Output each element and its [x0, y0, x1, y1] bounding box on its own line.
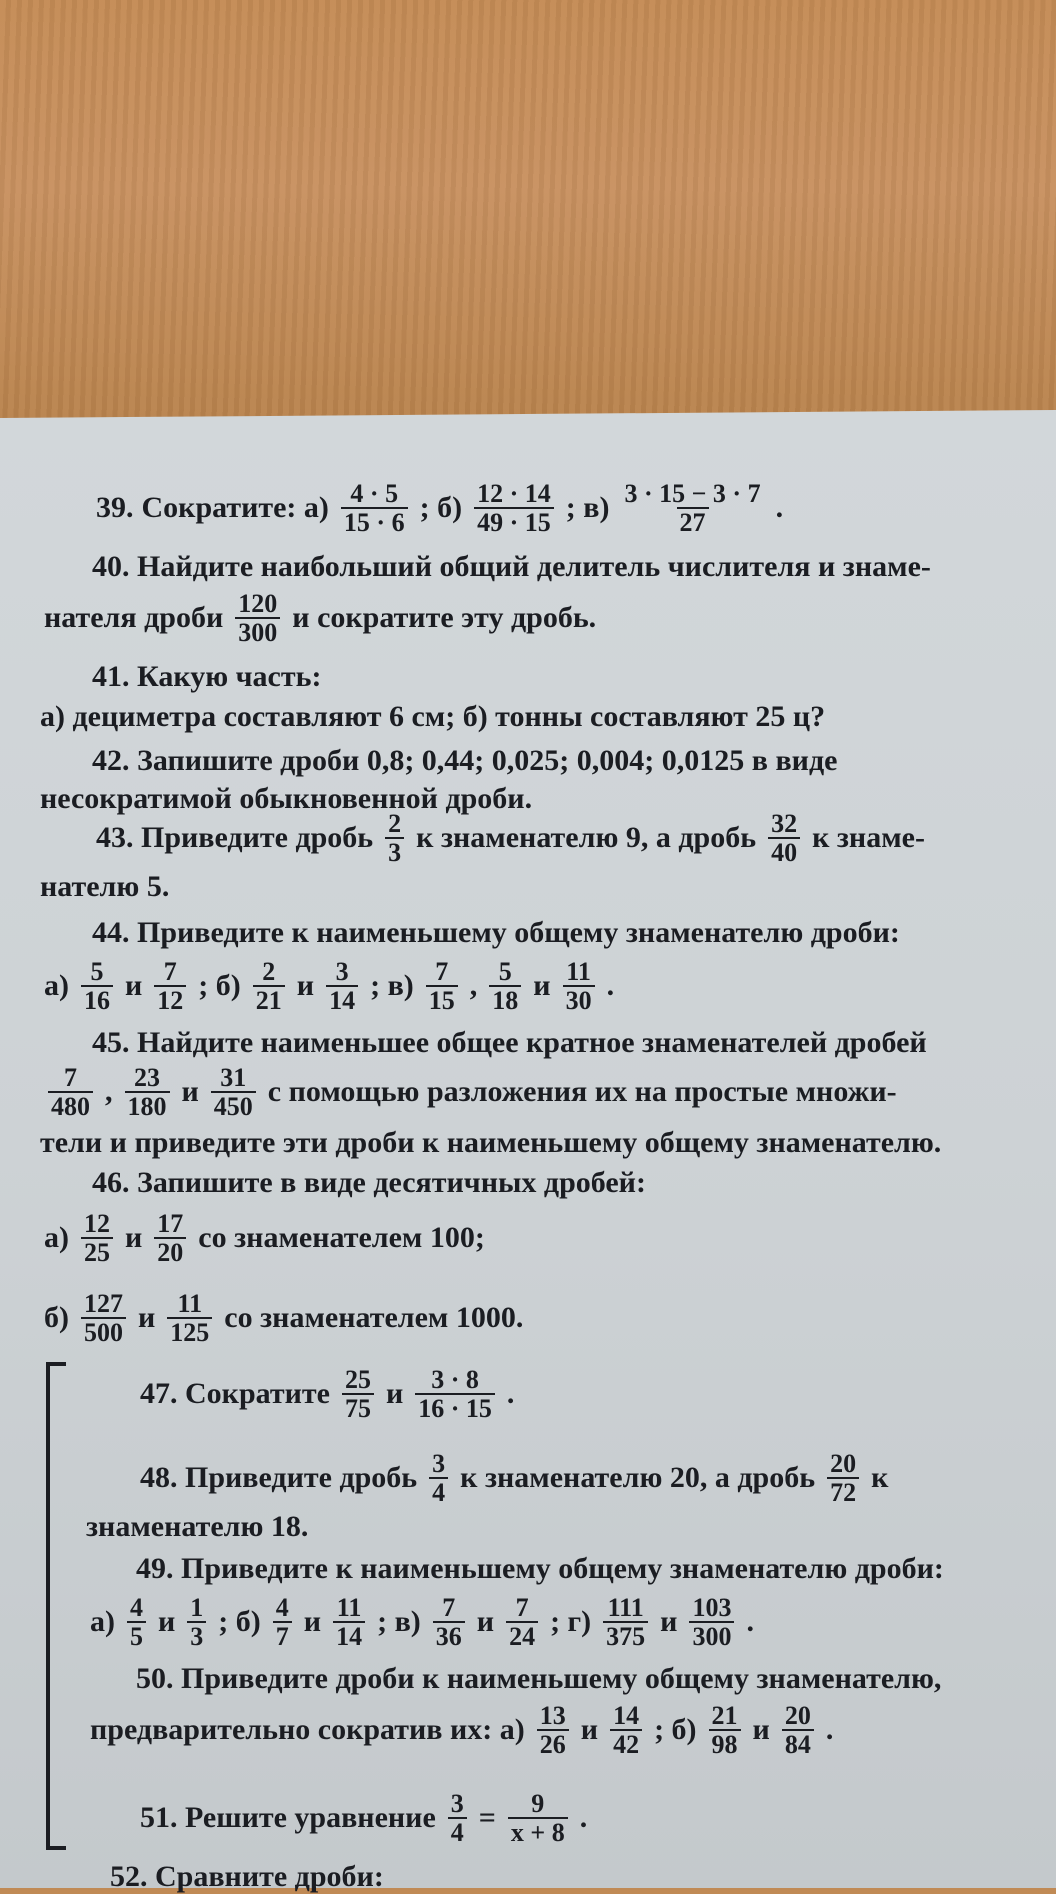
denominator: 20 [154, 1237, 186, 1266]
fraction [426, 958, 458, 1015]
exercise-41-text: 41. Какую часть: [92, 660, 322, 693]
denominator: 24 [506, 1621, 538, 1650]
denominator: 5 [127, 1621, 146, 1650]
label-d: ; г) [550, 1605, 592, 1639]
numerator: 3 [450, 1789, 464, 1818]
period: . [775, 491, 784, 525]
exercise-45-text-2: с помощью разложения их на простые множи- [267, 1075, 897, 1109]
exercise-39-text: 39. [96, 491, 134, 525]
numerator: 21 [711, 1701, 738, 1730]
numerator: 7 [515, 1593, 529, 1622]
fraction [489, 958, 521, 1015]
period: . [825, 1713, 834, 1747]
exercise-40-text: 40. Найдите наибольший общий делитель числителя и знаме- [92, 550, 931, 583]
period: . [746, 1605, 754, 1639]
label-a: а) [44, 1221, 69, 1255]
fraction [433, 1594, 465, 1651]
exercise-42-text: 42. Запишите дроби 0,8; 0,44; 0,025; 0,004; 0,0125 в виде [92, 744, 838, 777]
fraction [689, 1594, 734, 1651]
fraction [385, 810, 404, 867]
exercise-43-line2 [40, 870, 169, 904]
denominator: 25 [81, 1237, 113, 1266]
denominator: 480 [48, 1091, 93, 1120]
conjunction: и [385, 1377, 404, 1411]
conjunction: и [476, 1605, 495, 1639]
exercise-46-text: 46. Запишите в виде десятичных дробей: [92, 1166, 646, 1199]
exercise-43-line1 [92, 810, 929, 867]
separator: ; б) [419, 491, 463, 525]
exercise-43-text: 43. Приведите дробь [96, 821, 374, 855]
exercise-47-text: 47. Сократите [140, 1377, 330, 1411]
period: . [606, 969, 615, 1003]
exercise-39-label: Сократите: а) [141, 491, 329, 525]
exercise-40-line2 [40, 590, 600, 647]
exercise-44-line1 [92, 916, 900, 950]
numerator: 5 [90, 957, 104, 986]
fraction [415, 1366, 495, 1423]
denominator: 18 [489, 985, 521, 1014]
numerator: 20 [784, 1701, 811, 1730]
conjunction: и [580, 1713, 599, 1747]
numerator: 127 [84, 1289, 123, 1318]
fraction [621, 480, 763, 537]
numerator: 7 [442, 1593, 456, 1622]
fraction [342, 1366, 374, 1423]
numerator: 12 [84, 1209, 110, 1238]
numerator: 111 [607, 1593, 644, 1622]
conjunction: и [533, 969, 551, 1003]
label-b: ; б) [654, 1713, 697, 1747]
period: . [579, 1801, 588, 1835]
exercise-48-line1 [136, 1450, 892, 1507]
exercise-43-text-3: к знаме- [812, 821, 925, 855]
denominator: 15 [426, 985, 458, 1014]
fraction [125, 1064, 170, 1121]
denominator: 500 [81, 1317, 126, 1346]
exercise-40-text-3: и сократите эту дробь. [292, 601, 597, 635]
numerator: 3 [432, 1449, 446, 1478]
conjunction: и [752, 1713, 770, 1747]
numerator: 17 [157, 1209, 184, 1238]
numerator: 12 · 14 [477, 479, 551, 508]
wooden-table-background [0, 0, 1056, 420]
fraction [235, 590, 280, 647]
denominator: 14 [333, 1621, 365, 1650]
conjunction: и [660, 1605, 678, 1639]
exercise-50-line1 [136, 1662, 941, 1696]
denominator: 3 [385, 837, 404, 866]
denominator: 36 [433, 1621, 465, 1650]
numerator: 14 [613, 1701, 640, 1730]
separator: ; в) [565, 491, 610, 525]
comma: , [105, 1075, 113, 1109]
denominator: 72 [827, 1477, 859, 1506]
exercise-50-text: 50. Приведите дроби к наименьшему общему знаменателю, [136, 1662, 942, 1695]
numerator: 7 [64, 1063, 77, 1092]
denominator: 375 [603, 1621, 648, 1650]
fraction [48, 1064, 93, 1121]
exercise-45-text-3: тели и приведите эти дроби к наименьшему общему знаменателю. [40, 1126, 942, 1159]
fraction [341, 480, 408, 537]
fraction [333, 1594, 365, 1651]
denominator: 98 [709, 1729, 741, 1758]
fraction [610, 1702, 642, 1759]
numerator: 25 [344, 1365, 371, 1394]
fraction [709, 1702, 741, 1759]
numerator: 4 [275, 1593, 289, 1622]
denominator: 450 [211, 1091, 256, 1120]
numerator: 3 [335, 957, 349, 986]
denominator: 27 [677, 507, 709, 536]
exercise-45-line1 [92, 1026, 927, 1060]
exercise-52-text: 52. Сравните дроби: [110, 1860, 384, 1893]
fraction [187, 1594, 206, 1651]
exercise-43-text-2: к знаменателю 9, а дробь [416, 821, 757, 855]
denominator: 4 [429, 1477, 448, 1506]
fraction [506, 1594, 538, 1651]
denominator: 75 [342, 1393, 374, 1422]
denominator: 21 [253, 985, 285, 1014]
exercise-47 [136, 1366, 518, 1423]
label-a: а) [44, 969, 69, 1003]
exercise-40-text-2: нателя дроби [44, 601, 224, 635]
numerator: 4 · 5 [350, 479, 399, 508]
exercise-49-line1 [136, 1552, 944, 1586]
numerator: 11 [336, 1593, 362, 1622]
numerator: 3 · 15 − 3 · 7 [624, 479, 761, 508]
denominator: 300 [235, 617, 280, 646]
exercise-46-text-2: со знаменателем 100; [198, 1221, 485, 1255]
fraction [81, 1210, 113, 1267]
fraction [81, 1290, 126, 1347]
denominator: 3 [187, 1621, 206, 1650]
exercise-51 [136, 1790, 591, 1847]
exercise-50-line2 [86, 1702, 837, 1759]
fraction [563, 958, 595, 1015]
exercise-44-line2 [40, 958, 618, 1015]
exercise-41-line2 [40, 700, 825, 734]
numerator: 9 [531, 1789, 545, 1818]
fraction [603, 1594, 648, 1651]
numerator: 103 [692, 1593, 732, 1622]
exercise-44-text: 44. Приведите к наименьшему общему знаменателю дроби: [92, 916, 900, 949]
fraction [448, 1790, 467, 1847]
fraction [326, 958, 358, 1015]
exercise-42-line1 [92, 744, 837, 778]
exercise-48-text-3: к [871, 1461, 889, 1495]
fraction [211, 1064, 256, 1121]
denominator: 84 [782, 1729, 814, 1758]
numerator: 2 [262, 957, 276, 986]
exercise-41-line1 [92, 660, 321, 694]
conjunction: и [125, 1221, 143, 1255]
exercise-45-text: 45. Найдите наименьшее общее кратное знаменателей дробей [92, 1026, 927, 1059]
denominator: 40 [768, 837, 800, 866]
numerator: 11 [177, 1289, 203, 1318]
exercise-48-text-2: к знаменателю 20, а дробь [460, 1461, 816, 1495]
section-bracket [46, 1362, 66, 1850]
fraction [253, 958, 285, 1015]
numerator: 7 [163, 957, 177, 986]
conjunction: и [296, 969, 315, 1003]
exercise-49-text: 49. Приведите к наименьшему общему знаменателю дроби: [136, 1552, 944, 1585]
label-b: б) [44, 1301, 69, 1335]
fraction [167, 1290, 212, 1347]
numerator: 5 [498, 957, 512, 986]
exercise-43-text-4: нателю 5. [40, 870, 170, 903]
fraction [154, 958, 186, 1015]
fraction [782, 1702, 814, 1759]
denominator: 30 [563, 985, 595, 1014]
denominator: 16 [81, 985, 113, 1014]
label-b: ; б) [218, 1605, 261, 1639]
exercise-45-line3 [40, 1126, 941, 1160]
exercise-39 [92, 480, 787, 537]
denominator: 49 · 15 [474, 507, 554, 536]
denominator: 15 · 6 [341, 507, 408, 536]
fraction [827, 1450, 859, 1507]
page-content [0, 410, 1056, 1893]
numerator: 13 [539, 1701, 566, 1730]
exercise-51-text: 51. Решите уравнение [140, 1801, 436, 1835]
fraction [508, 1790, 568, 1847]
exercise-48-text-4: знаменателю 18. [86, 1510, 309, 1543]
denominator: 42 [610, 1729, 642, 1758]
period: . [506, 1377, 515, 1411]
label-c: ; в) [370, 969, 414, 1003]
denominator: 125 [167, 1317, 212, 1346]
label-c: ; в) [377, 1605, 421, 1639]
numerator: 23 [134, 1063, 160, 1092]
numerator: 11 [566, 957, 591, 986]
numerator: 32 [771, 809, 798, 838]
denominator: x + 8 [508, 1817, 568, 1846]
label-b: ; б) [198, 969, 241, 1003]
exercise-52 [110, 1860, 384, 1894]
conjunction: и [125, 969, 143, 1003]
exercise-46-line1 [92, 1166, 646, 1200]
fraction [474, 480, 554, 537]
denominator: 12 [154, 985, 186, 1014]
exercise-40-line1 [92, 550, 931, 584]
exercise-49-line2 [86, 1594, 758, 1651]
denominator: 4 [448, 1817, 467, 1846]
conjunction: и [158, 1605, 176, 1639]
fraction [273, 1594, 292, 1651]
numerator: 3 · 8 [431, 1365, 479, 1394]
denominator: 14 [326, 985, 358, 1014]
conjunction: и [181, 1075, 199, 1109]
fraction [537, 1702, 569, 1759]
conjunction: и [138, 1301, 156, 1335]
exercise-46-line2 [40, 1210, 489, 1267]
fraction [154, 1210, 186, 1267]
denominator: 26 [537, 1729, 569, 1758]
label-a: а) [90, 1605, 115, 1639]
exercise-41-text-2: а) дециметра составляют 6 см; б) тонны составляют 25 ц? [40, 700, 826, 733]
exercise-42-text-2: несократимой обыкновенной дроби. [40, 782, 533, 815]
exercise-50-text-2: предварительно сократив их: а) [90, 1713, 525, 1747]
conjunction: и [303, 1605, 322, 1639]
fraction [429, 1450, 448, 1507]
numerator: 1 [190, 1593, 204, 1622]
comma: , [469, 969, 478, 1003]
denominator: 300 [689, 1621, 734, 1650]
numerator: 7 [435, 957, 449, 986]
exercise-48-line2 [86, 1510, 308, 1544]
numerator: 4 [130, 1593, 143, 1622]
exercise-46-line3 [40, 1290, 527, 1347]
exercise-45-line2 [40, 1064, 901, 1121]
denominator: 16 · 15 [415, 1393, 495, 1422]
denominator: 7 [273, 1621, 292, 1650]
fraction [81, 958, 113, 1015]
fraction [127, 1594, 146, 1651]
exercise-46-text-3: со знаменателем 1000. [224, 1301, 524, 1335]
denominator: 180 [125, 1091, 170, 1120]
exercise-48-text: 48. Приведите дробь [140, 1461, 418, 1495]
numerator: 2 [388, 809, 402, 838]
numerator: 120 [238, 589, 278, 618]
numerator: 31 [220, 1063, 247, 1092]
fraction [768, 810, 800, 867]
numerator: 20 [830, 1449, 857, 1478]
equals-sign: = [478, 1801, 496, 1835]
